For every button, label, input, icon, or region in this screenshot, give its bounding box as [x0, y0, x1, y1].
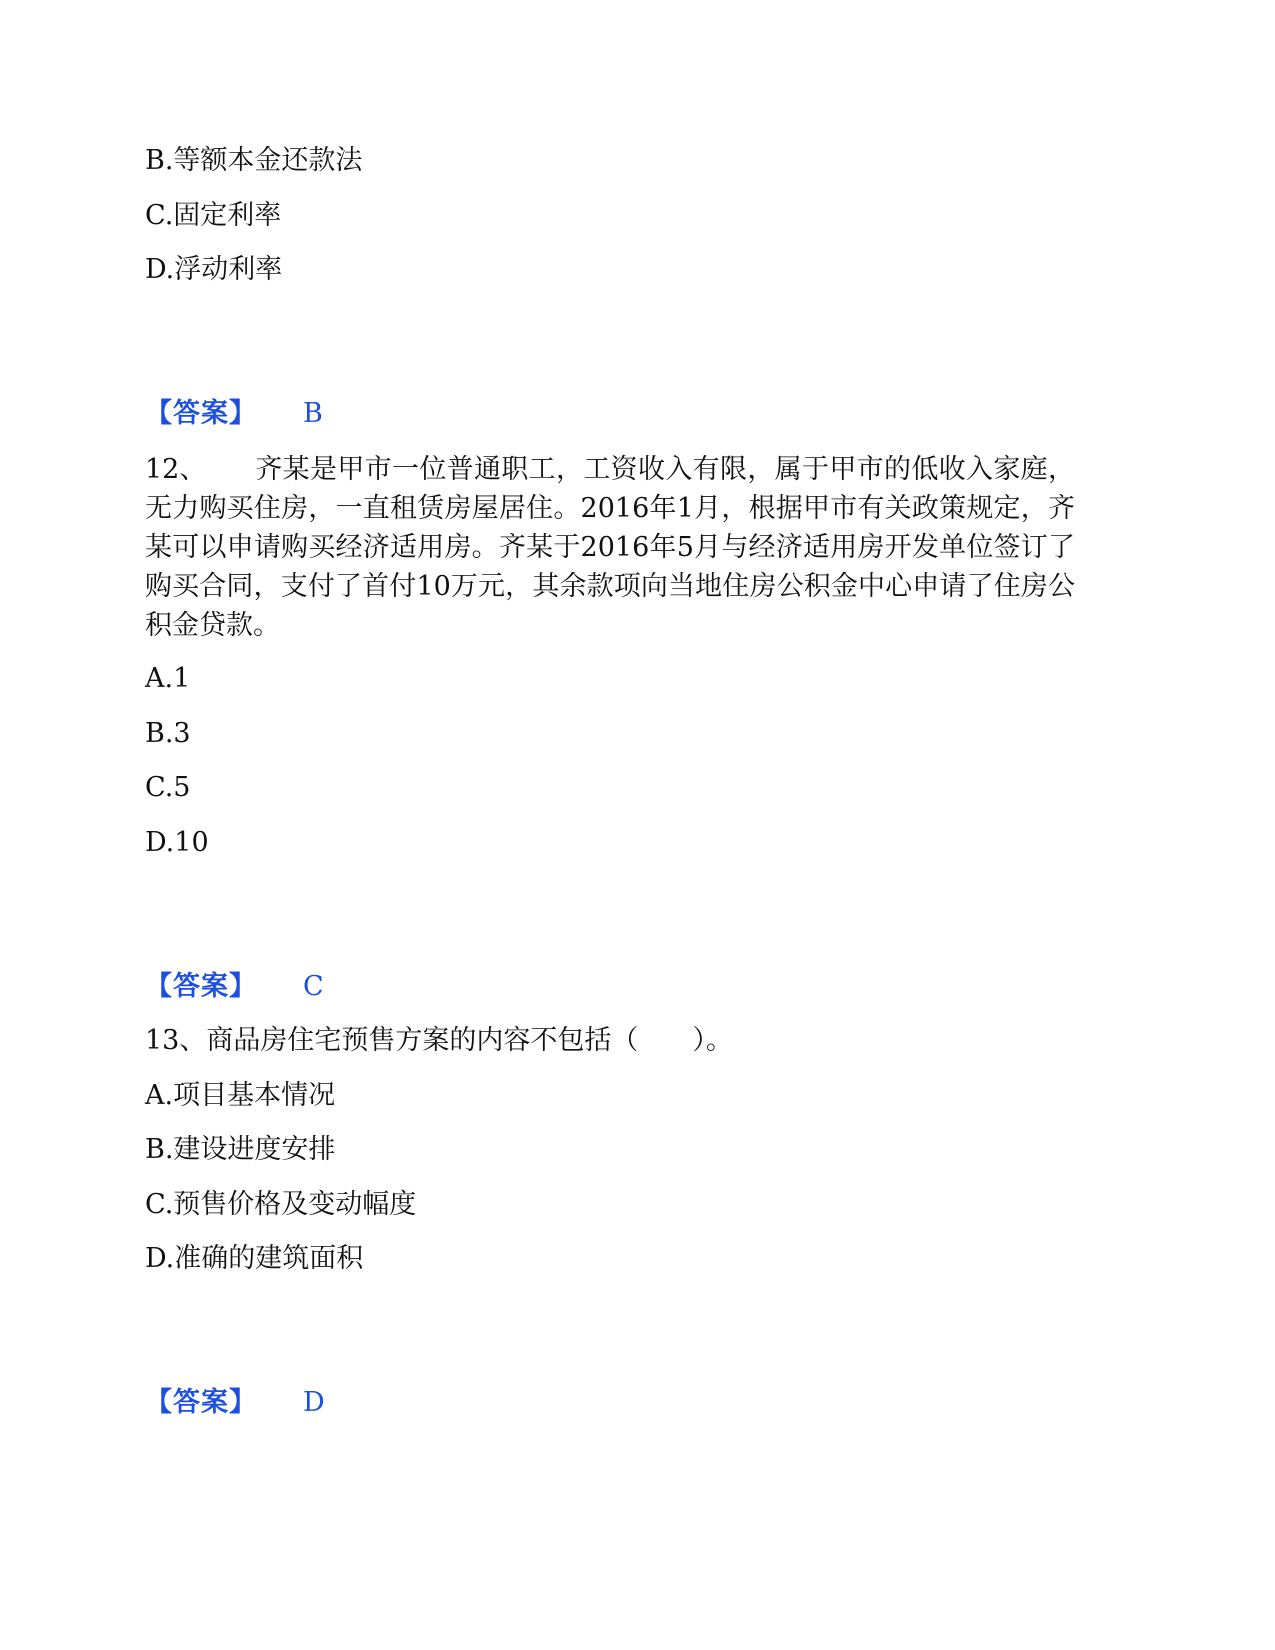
q13-option-d: D.准确的建筑面积 — [145, 1243, 364, 1274]
q13-option-c: C.预售价格及变动幅度 — [145, 1189, 417, 1220]
q12-option-d: D.10 — [145, 827, 209, 858]
q12-option-c: C.5 — [145, 772, 191, 803]
q12-stem-text: 齐某是甲市一位普通职工，工资收入有限，属于甲市的低收入家庭，无力购买住房，一直租赁房屋居住。2016年1月，根据甲市有关政策规定，齐某可以申请购买经济适用房。齐某于2016年5月与经济适用房开发单位签订了购买合同，支付了首付10万元，其余款项向当地住房公积金中心申请了住房公积金贷款。 — [145, 454, 1075, 641]
answer-value: D — [303, 1387, 325, 1418]
q12-option-b: B.3 — [145, 718, 191, 749]
q13-option-b: B.建设进度安排 — [145, 1134, 336, 1165]
answer-value: B — [303, 398, 323, 429]
q11-answer — [145, 396, 323, 432]
q11-option-b: B.等额本金还款法 — [145, 145, 363, 176]
q11-option-c: C.固定利率 — [145, 200, 282, 231]
answer-label: 【答案】 — [145, 971, 257, 1002]
answer-label: 【答案】 — [145, 398, 257, 429]
q13-option-a: A.项目基本情况 — [145, 1080, 336, 1111]
question-number: 12、 — [145, 454, 207, 485]
answer-value: C — [303, 971, 324, 1002]
answer-label: 【答案】 — [145, 1387, 257, 1418]
q12-stem — [145, 450, 1075, 645]
q11-option-d: D.浮动利率 — [145, 254, 283, 285]
q12-answer — [145, 969, 324, 1005]
q12-option-a: A.1 — [145, 663, 191, 694]
q13-stem: 13、商品房住宅预售方案的内容不包括（ ）。 — [145, 1025, 733, 1056]
q13-answer — [145, 1385, 325, 1421]
